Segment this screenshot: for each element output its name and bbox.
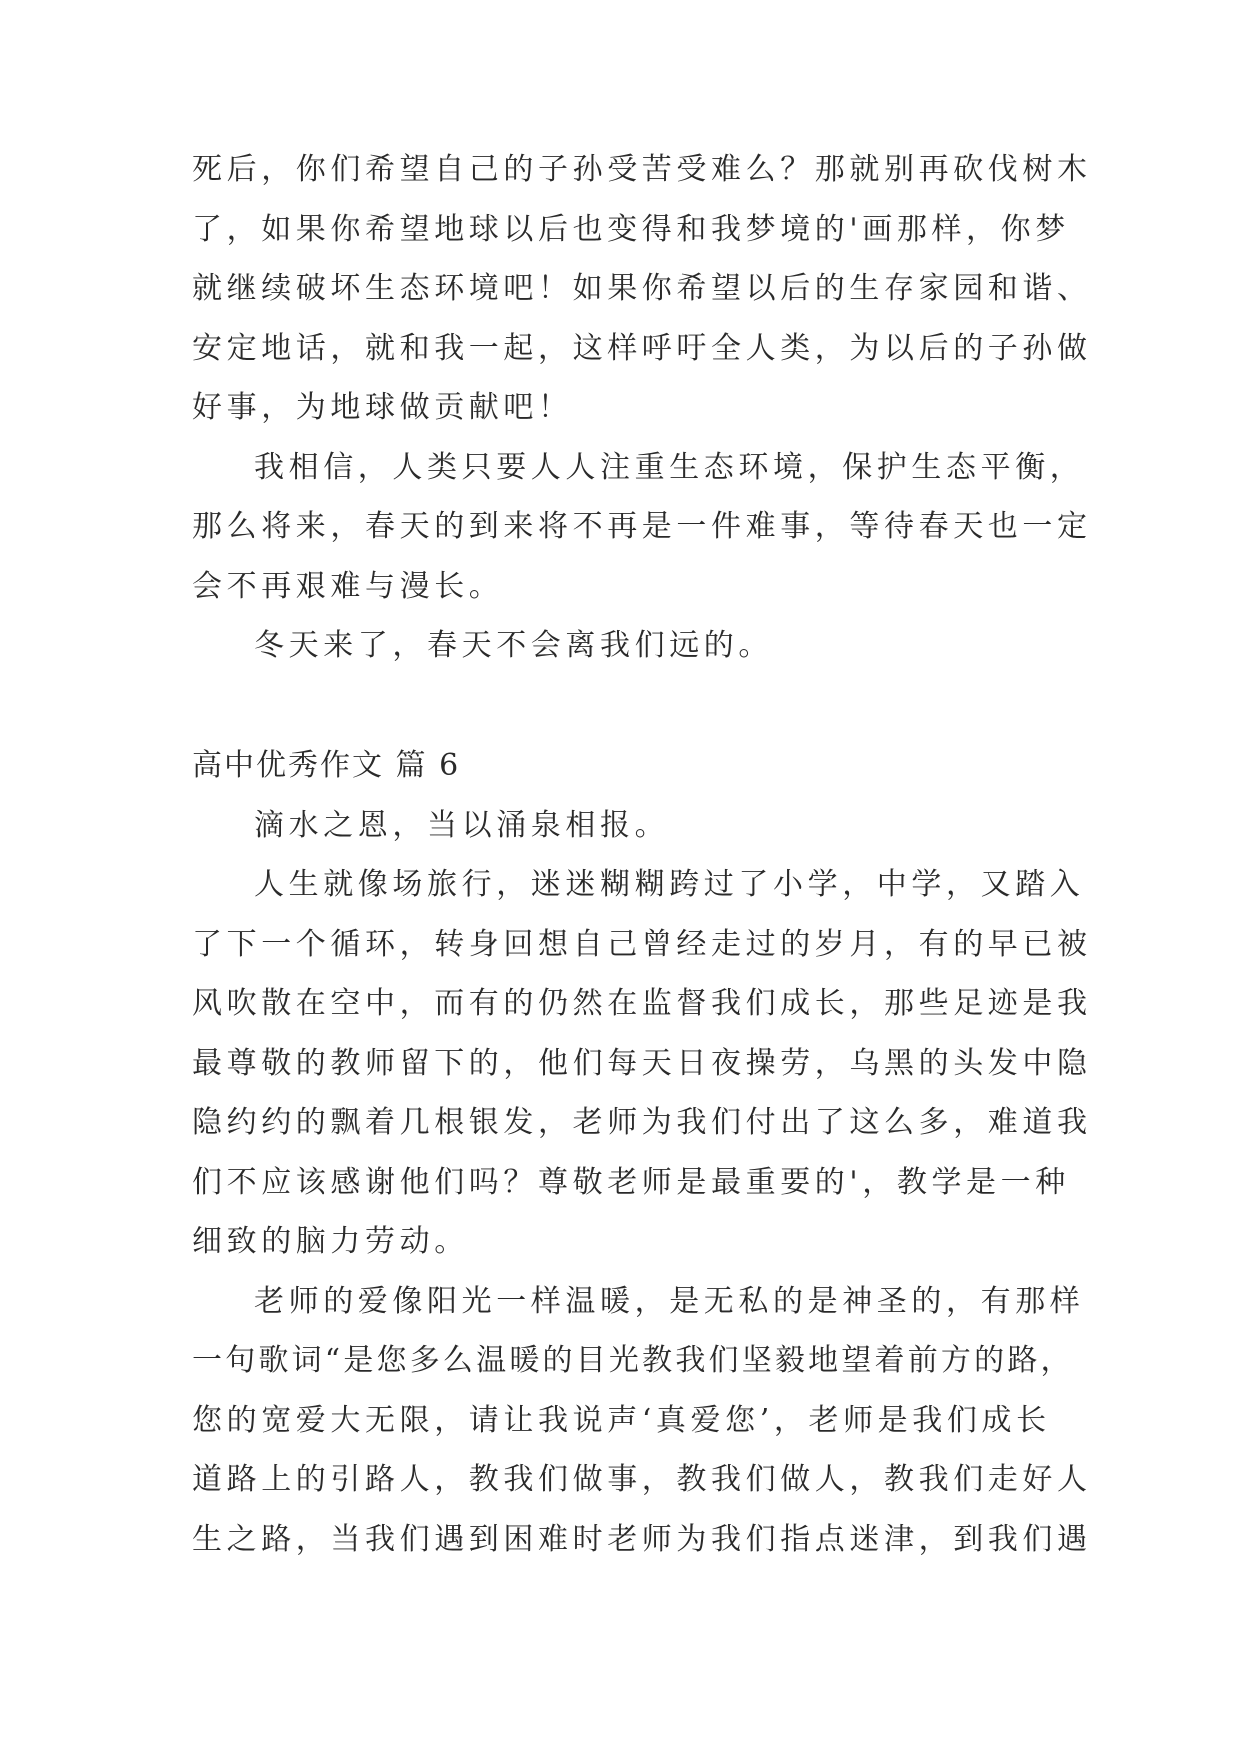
paragraph-line: 安定地话，就和我一起，这样呼吁全人类，为以后的子孙做 [192,331,1092,366]
paragraph-line: 一句歌词“是您多么温暖的目光教我们坚毅地望着前方的路， [192,1343,1074,1378]
paragraph-line: 了，如果你希望地球以后也变得和我梦境的'画那样，你梦 [192,212,1070,247]
paragraph-line: 我相信，人类只要人人注重生态环境，保护生态平衡， [254,450,1085,485]
paragraph-line: 就继续破坏生态环境吧！如果你希望以后的生存家园和谐、 [192,271,1092,306]
paragraph-line: 隐约约的飘着几根银发，老师为我们付出了这么多，难道我 [192,1105,1092,1140]
paragraph-line: 死后，你们希望自己的子孙受苦受难么？那就别再砍伐树木 [192,152,1092,187]
paragraph-line: 冬天来了，春天不会离我们远的。 [254,628,773,663]
paragraph-line: 们不应该感谢他们吗？尊敬老师是最重要的'，教学是一种 [192,1165,1070,1200]
paragraph-line: 人生就像场旅行，迷迷糊糊跨过了小学，中学，又踏入 [254,867,1085,902]
paragraph-line: 道路上的引路人，教我们做事，教我们做人，教我们走好人 [192,1462,1092,1497]
paragraph-line: 会不再艰难与漫长。 [192,569,504,604]
paragraph-line: 了下一个循环，转身回想自己曾经走过的岁月，有的早已被 [192,927,1092,962]
paragraph-line: 您的宽爱大无限，请让我说声‘真爱您’，老师是我们成长 [192,1403,1051,1438]
paragraph-line: 风吹散在空中，而有的仍然在监督我们成长，那些足迹是我 [192,986,1092,1021]
paragraph-line: 那么将来，春天的到来将不再是一件难事，等待春天也一定 [192,509,1092,544]
paragraph-line: 细致的脑力劳动。 [192,1224,469,1259]
paragraph-line: 好事，为地球做贡献吧！ [192,390,573,425]
paragraph-line: 老师的爱像阳光一样温暖，是无私的是神圣的，有那样 [254,1284,1085,1319]
section-heading: 高中优秀作文 篇 6 [192,748,461,783]
paragraph-line: 滴水之恩，当以涌泉相报。 [254,808,670,843]
paragraph-line: 生之路，当我们遇到困难时老师为我们指点迷津，到我们遇 [192,1522,1092,1557]
paragraph-line: 最尊敬的教师留下的，他们每天日夜操劳，乌黑的头发中隐 [192,1046,1092,1081]
